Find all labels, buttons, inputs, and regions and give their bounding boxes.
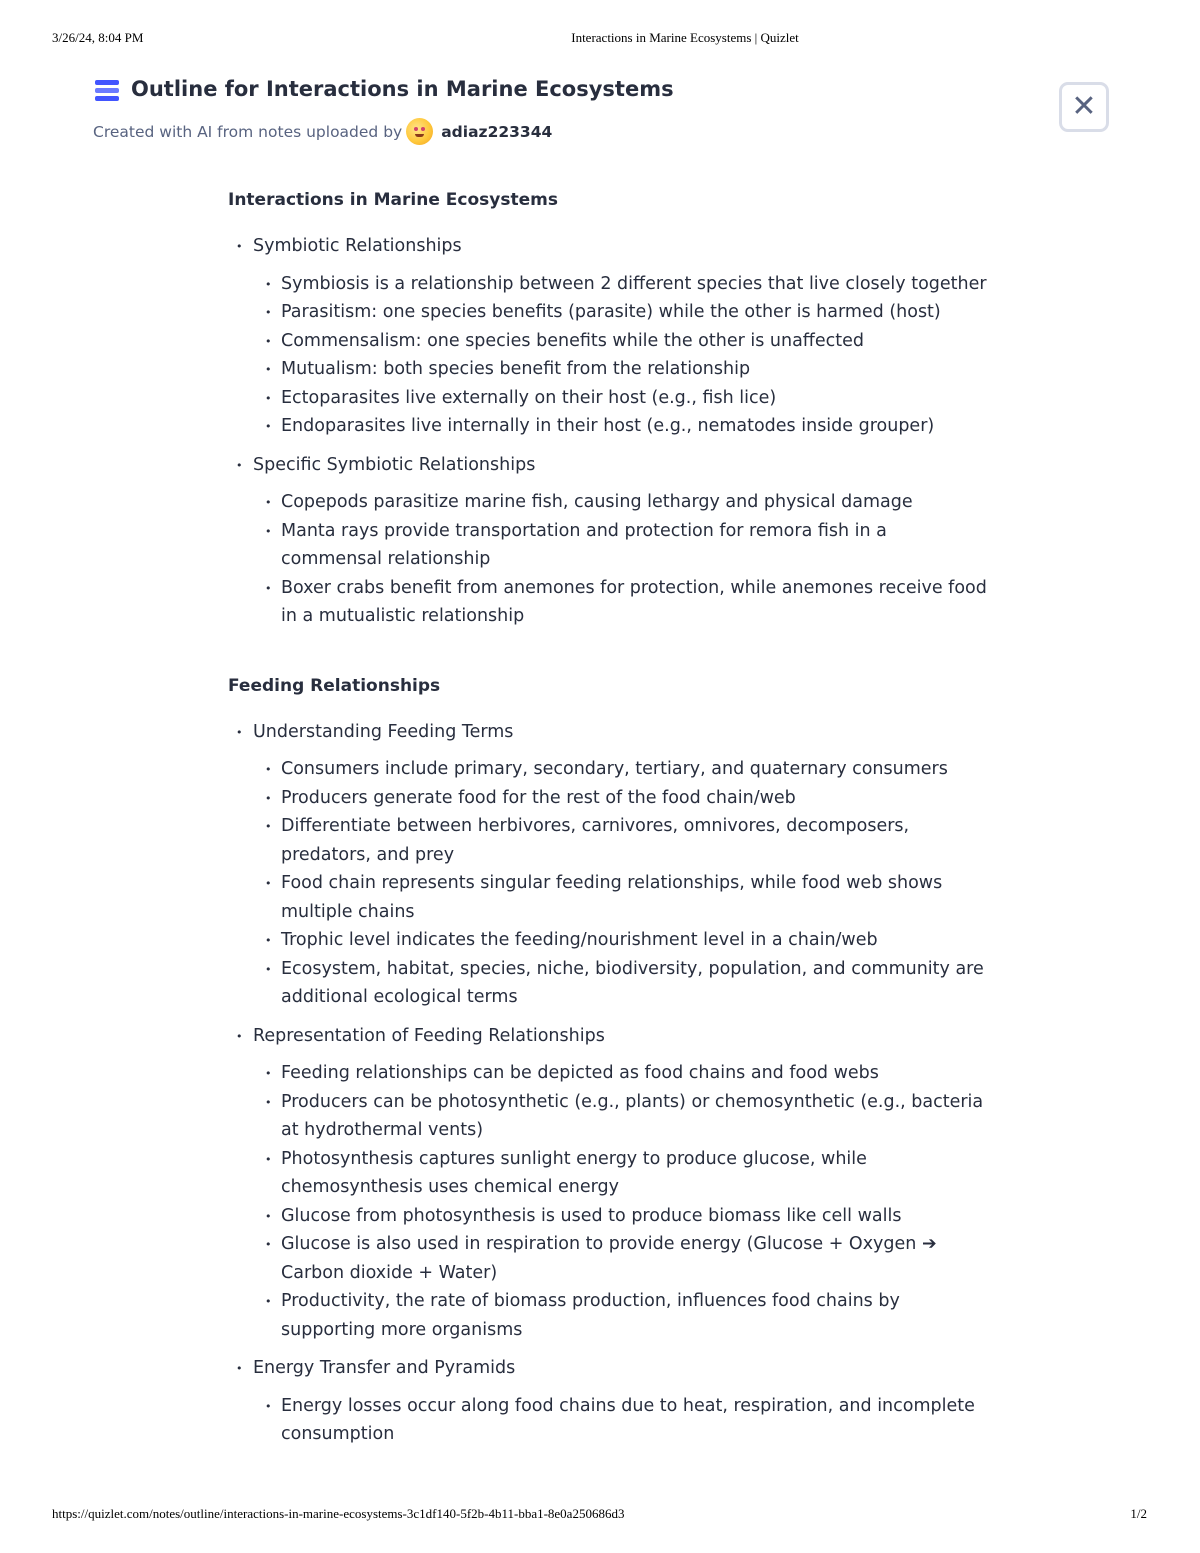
list-item: • Trophic level indicates the feeding/nourishment level in a chain/web (253, 926, 988, 955)
list-item: • Consumers include primary, secondary, tertiary, and quaternary consumers (253, 755, 988, 784)
list-item: • Food chain represents singular feeding relationships, while food web shows multiple chains (253, 869, 988, 926)
attribution-text: Created with AI from notes uploaded by (93, 122, 403, 141)
author-attribution (93, 118, 552, 145)
print-url: https://quizlet.com/notes/outline/interactions-in-marine-ecosystems-3c1df140-5f2b-4b11-bba1-8e0a250686d3 (52, 1506, 625, 1521)
list-item: • Productivity, the rate of biomass production, influences food chains by supporting more organisms (253, 1287, 988, 1344)
list-item: • Feeding relationships can be depicted as food chains and food webs (253, 1059, 988, 1088)
list-item: • Glucose from photosynthesis is used to produce biomass like cell walls (253, 1202, 988, 1231)
list-item: • Mutualism: both species benefit from the relationship (253, 355, 988, 384)
list-item: • Photosynthesis captures sunlight energy to produce glucose, while chemosynthesis uses chemical energy (253, 1145, 988, 1202)
topic-title: • Specific Symbiotic Relationships (253, 454, 536, 475)
outline-section (228, 676, 988, 1449)
outline-topic (228, 451, 988, 631)
emoji-avatar-icon[interactable] (406, 118, 433, 145)
list-item: • Boxer crabs benefit from anemones for protection, while anemones receive food in a mutualistic relationship (253, 574, 988, 631)
topic-points (253, 1392, 988, 1449)
outline-topic (228, 1022, 988, 1345)
print-date: 3/26/24, 8:04 PM (52, 30, 144, 45)
topic-points (253, 755, 988, 1012)
topic-title: • Representation of Feeding Relationships (253, 1025, 605, 1046)
close-button[interactable] (1059, 82, 1109, 132)
topic-title: • Energy Transfer and Pyramids (253, 1358, 516, 1378)
list-item: • Endoparasites live internally in their host (e.g., nematodes inside grouper) (253, 412, 988, 441)
outline-topic (228, 232, 988, 441)
list-item: • Manta rays provide transportation and protection for remora fish in a commensal relationship (253, 517, 988, 574)
outline-topic (228, 718, 988, 1012)
topic-title: • Symbiotic Relationships (253, 236, 462, 256)
outline-content (228, 190, 988, 1459)
list-item: • Producers generate food for the rest of the food chain/web (253, 784, 988, 813)
author-username[interactable]: adiaz223344 (441, 122, 553, 141)
list-item: • Producers can be photosynthetic (e.g., plants) or chemosynthetic (e.g., bacteria at hydrothermal vents) (253, 1088, 988, 1145)
section-heading: Feeding Relationships (228, 675, 441, 696)
topic-points (253, 1059, 988, 1344)
print-page-title: Interactions in Marine Ecosystems | Quizlet (571, 30, 799, 45)
outline-topic (228, 1354, 988, 1449)
outline-list-icon (95, 80, 119, 101)
list-item: • Glucose is also used in respiration to provide energy (Glucose + Oxygen ➔ Carbon dioxide + Water) (253, 1230, 988, 1287)
list-item: • Ecosystem, habitat, species, niche, biodiversity, population, and community are additional ecological terms (253, 955, 988, 1012)
list-item: • Ectoparasites live externally on their host (e.g., fish lice) (253, 384, 988, 413)
list-item: • Energy losses occur along food chains due to heat, respiration, and incomplete consumption (253, 1392, 988, 1449)
list-item: • Differentiate between herbivores, carnivores, omnivores, decomposers, predators, and prey (253, 812, 988, 869)
list-item: • Symbiosis is a relationship between 2 different species that live closely together (253, 270, 988, 299)
outline-section (228, 190, 988, 631)
list-item: • Commensalism: one species benefits while the other is unaffected (253, 327, 988, 356)
section-heading: Interactions in Marine Ecosystems (228, 190, 558, 210)
list-item: • Copepods parasitize marine fish, causing lethargy and physical damage (253, 488, 988, 517)
topic-title: • Understanding Feeding Terms (253, 721, 514, 742)
list-item: • Parasitism: one species benefits (parasite) while the other is harmed (host) (253, 298, 988, 327)
topic-points (253, 488, 988, 631)
page-title: Outline for Interactions in Marine Ecosystems (131, 77, 674, 101)
topic-points (253, 270, 988, 441)
page-number: 1/2 (1130, 1506, 1147, 1521)
close-icon: ✕ (1071, 89, 1097, 124)
